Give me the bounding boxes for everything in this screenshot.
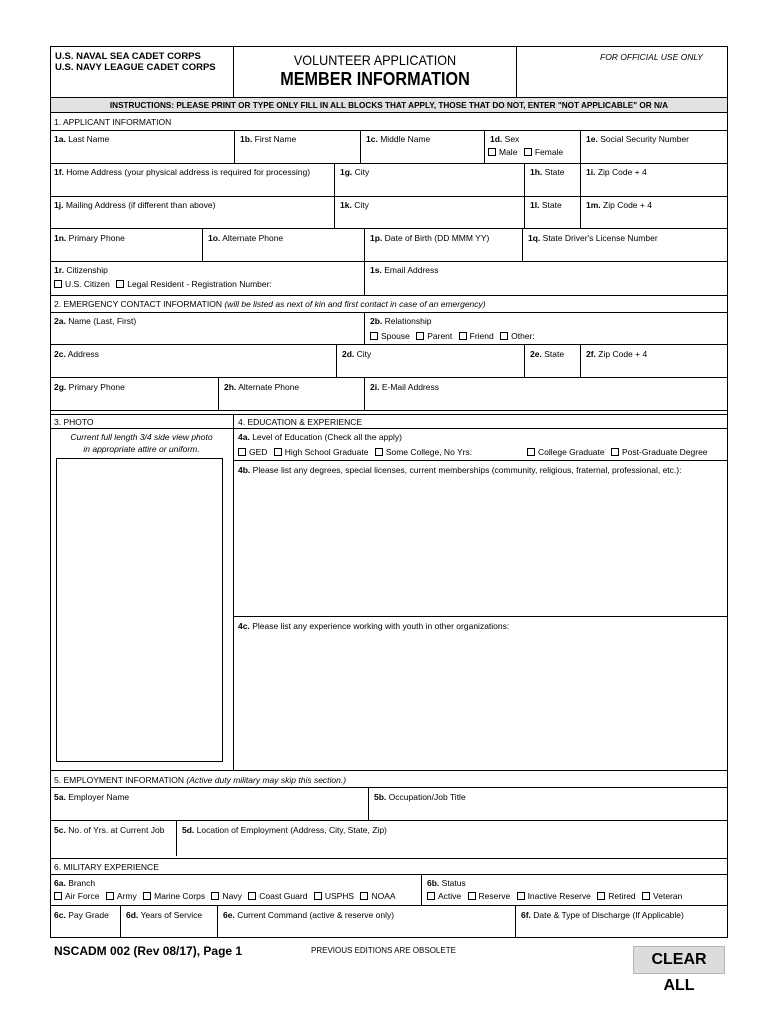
label-1e: 1e. Social Security Number <box>586 134 690 144</box>
air-force-checkbox[interactable] <box>54 892 62 900</box>
label-6d: 6d. Years of Service <box>126 910 203 920</box>
label-2h: 2h. Alternate Phone <box>224 382 300 392</box>
row-4b-bottom <box>233 616 728 617</box>
label-1j: 1j. Mailing Address (if different than above) <box>54 200 216 210</box>
org-line-2: U.S. NAVY LEAGUE CADET CORPS <box>55 62 216 73</box>
div-6a-6b <box>421 874 422 905</box>
div-1f-1g <box>334 163 335 196</box>
friend-checkbox[interactable] <box>459 332 467 340</box>
reserve-checkbox[interactable] <box>468 892 476 900</box>
label-1p: 1p. Date of Birth (DD MMM YY) <box>370 233 490 243</box>
inactive-reserve-checkbox[interactable] <box>517 892 525 900</box>
div-1j-1k <box>334 196 335 228</box>
label-2c: 2c. Address <box>54 349 99 359</box>
label-2d: 2d. City <box>342 349 372 359</box>
college-graduate-checkbox[interactable] <box>527 448 535 456</box>
label-1o: 1o. Alternate Phone <box>208 233 284 243</box>
div-2g-2h <box>218 377 219 410</box>
edu-ged-option[interactable]: GED <box>238 447 267 457</box>
edu-college-option[interactable]: College Graduate <box>527 447 605 457</box>
div-1g-1h <box>524 163 525 196</box>
row-2g-bottom <box>50 410 728 411</box>
sex-options <box>488 147 567 157</box>
noaa-checkbox[interactable] <box>360 892 368 900</box>
status-reserve-option[interactable]: Reserve <box>468 891 511 901</box>
section-3-title: 3. PHOTO <box>54 417 94 427</box>
div-1d-1e <box>580 130 581 163</box>
citizen-option[interactable]: U.S. Citizen <box>54 279 110 289</box>
label-1l: 1l. State <box>530 200 562 210</box>
row-2c-bottom <box>50 377 728 378</box>
label-2b: 2b. Relationship <box>370 316 432 326</box>
div-1p-1q <box>522 228 523 261</box>
div-1n-1o <box>202 228 203 261</box>
edu-post-option[interactable]: Post-Graduate Degree <box>611 447 708 457</box>
header-divider-right <box>516 46 517 97</box>
degrees-textarea[interactable] <box>234 477 727 616</box>
div-2h-2i <box>364 377 365 410</box>
div-5c-5d <box>176 820 177 856</box>
rel-parent-option[interactable]: Parent <box>416 331 452 341</box>
resident-option[interactable]: Legal Resident - Registration Number: <box>116 279 272 289</box>
div-1a-1b <box>234 130 235 163</box>
div-6d-6e <box>217 905 218 938</box>
s5-title-line <box>50 787 728 788</box>
label-6c: 6c. Pay Grade <box>54 910 109 920</box>
div-1o-1p <box>364 228 365 261</box>
org-line-1: U.S. NAVAL SEA CADET CORPS <box>55 51 201 62</box>
edu-hs-option[interactable]: High School Graduate <box>274 447 369 457</box>
label-2a: 2a. Name (Last, First) <box>54 316 137 326</box>
label-1h: 1h. State <box>530 167 565 177</box>
label-1a: 1a. Last Name <box>54 134 110 144</box>
relationship-options <box>370 331 539 341</box>
form-subtitle: MEMBER INFORMATION <box>280 69 470 89</box>
row-5a-bottom <box>50 820 728 821</box>
post-graduate-checkbox[interactable] <box>611 448 619 456</box>
section-6-title: 6. MILITARY EXPERIENCE <box>54 862 159 872</box>
branch-usphs-option[interactable]: USPHS <box>314 891 354 901</box>
label-6f: 6f. Date & Type of Discharge (If Applicable) <box>521 910 684 920</box>
status-active-option[interactable]: Active <box>427 891 461 901</box>
parent-checkbox[interactable] <box>416 332 424 340</box>
status-options <box>427 891 686 901</box>
rel-friend-option[interactable]: Friend <box>459 331 494 341</box>
label-1s: 1s. Email Address <box>370 265 439 275</box>
education-options-right <box>527 447 712 457</box>
header-divider-left <box>233 46 234 97</box>
label-1q: 1q. State Driver's License Number <box>528 233 658 243</box>
label-5c: 5c. No. of Yrs. at Current Job <box>54 825 165 835</box>
div-6c-6d <box>120 905 121 938</box>
label-4c: 4c. Please list any experience working with youth in other organizations: <box>238 621 510 631</box>
veteran-checkbox[interactable] <box>642 892 650 900</box>
status-retired-option[interactable]: Retired <box>597 891 635 901</box>
branch-noaa-option[interactable]: NOAA <box>360 891 395 901</box>
div-2d-2e <box>524 344 525 377</box>
retired-checkbox[interactable] <box>597 892 605 900</box>
s1-title-line <box>50 130 728 131</box>
div-1r-1s <box>364 261 365 295</box>
marine-corps-checkbox[interactable] <box>143 892 151 900</box>
official-use-label: FOR OFFICIAL USE ONLY <box>600 52 703 62</box>
label-4b: 4b. Please list any degrees, special licenses, current memberships (community, religious, fraternal, professional, etc.): <box>238 465 682 475</box>
branch-af-option[interactable]: Air Force <box>54 891 99 901</box>
photo-box[interactable] <box>56 458 223 762</box>
row-1j-bottom <box>50 228 728 229</box>
div-6e-6f <box>515 905 516 938</box>
row-1a-bottom <box>50 163 728 164</box>
label-1k: 1k. City <box>340 200 369 210</box>
section-5-title: 5. EMPLOYMENT INFORMATION (Active duty military may skip this section.) <box>54 775 347 785</box>
rel-other-option[interactable]: Other: <box>500 331 535 341</box>
branch-cg-option[interactable]: Coast Guard <box>248 891 307 901</box>
branch-options <box>54 891 400 901</box>
coast-guard-checkbox[interactable] <box>248 892 256 900</box>
photo-note-1: Current full length 3/4 side view photo <box>70 432 213 442</box>
spouse-checkbox[interactable] <box>370 332 378 340</box>
hs-graduate-checkbox[interactable] <box>274 448 282 456</box>
branch-army-option[interactable]: Army <box>106 891 137 901</box>
s3-top-line <box>50 414 728 415</box>
label-1i: 1i. Zip Code + 4 <box>586 167 647 177</box>
form-id: NSCADM 002 (Rev 08/17), Page 1 <box>54 944 243 958</box>
obsolete-notice: PREVIOUS EDITIONS ARE OBSOLETE <box>311 946 456 955</box>
section-2-title: 2. EMERGENCY CONTACT INFORMATION (will be listed as next of kin and first contact in case of an emergency) <box>54 299 486 309</box>
label-1b: 1b. First Name <box>240 134 297 144</box>
label-2f: 2f. Zip Code + 4 <box>586 349 648 359</box>
instructions-bar: INSTRUCTIONS: PLEASE PRINT OR TYPE ONLY FILL IN ALL BLOCKS THAT APPLY, THOSE THAT DO NOT, ENTER "NOT APPLICABLE" OR N/A <box>51 97 727 113</box>
status-veteran-option[interactable]: Veteran <box>642 891 682 901</box>
ged-checkbox[interactable] <box>238 448 246 456</box>
div-1k-1l <box>524 196 525 228</box>
photo-note-2: in appropriate attire or uniform. <box>83 444 200 454</box>
label-5a: 5a. Employer Name <box>54 792 130 802</box>
army-checkbox[interactable] <box>106 892 114 900</box>
youth-experience-textarea[interactable] <box>234 633 727 769</box>
div-1b-1c <box>360 130 361 163</box>
branch-mc-option[interactable]: Marine Corps <box>143 891 205 901</box>
clear-all-button[interactable]: CLEAR ALL <box>633 946 725 974</box>
row-6a-bottom <box>50 905 728 906</box>
s3-title-line <box>50 428 233 429</box>
edu-some-option[interactable]: Some College, No Yrs: <box>375 447 472 457</box>
div-1c-1d <box>484 130 485 163</box>
some-college-checkbox[interactable] <box>375 448 383 456</box>
citizenship-options <box>54 279 276 289</box>
rel-spouse-option[interactable]: Spouse <box>370 331 410 341</box>
s5-top-line <box>50 770 728 771</box>
label-1c: 1c. Middle Name <box>366 134 431 144</box>
education-options-left <box>238 447 476 457</box>
legal-resident-checkbox[interactable] <box>116 280 124 288</box>
div-2e-2f <box>580 344 581 377</box>
label-2i: 2i. E-Mail Address <box>370 382 439 392</box>
label-2e: 2e. State <box>530 349 565 359</box>
label-1g: 1g. City <box>340 167 370 177</box>
label-4a: 4a. Level of Education (Check all the apply) <box>238 432 402 442</box>
label-6a: 6a. Branch <box>54 878 96 888</box>
row-1r-bottom <box>50 295 728 296</box>
usphs-checkbox[interactable] <box>314 892 322 900</box>
label-1m: 1m. Zip Code + 4 <box>586 200 652 210</box>
label-1d: 1d. Sex <box>490 134 520 144</box>
branch-navy-option[interactable]: Navy <box>211 891 241 901</box>
s2-title-line <box>50 312 728 313</box>
label-5d: 5d. Location of Employment (Address, City, State, Zip) <box>182 825 387 835</box>
div-2a-2b <box>364 312 365 344</box>
label-1r: 1r. Citizenship <box>54 265 108 275</box>
label-6e: 6e. Current Command (active & reserve only) <box>223 910 395 920</box>
section-4-title: 4. EDUCATION & EXPERIENCE <box>238 417 363 427</box>
div-2c-2d <box>336 344 337 377</box>
label-1n: 1n. Primary Phone <box>54 233 125 243</box>
label-5b: 5b. Occupation/Job Title <box>374 792 466 802</box>
section-1-title: 1. APPLICANT INFORMATION <box>54 117 172 127</box>
sex-male-checkbox[interactable] <box>488 148 496 156</box>
s4-title-line <box>233 428 728 429</box>
label-6b: 6b. Status <box>427 878 466 888</box>
div-1h-1i <box>580 163 581 196</box>
sex-female-option[interactable]: Female <box>524 147 563 157</box>
status-inactive-option[interactable]: Inactive Reserve <box>517 891 591 901</box>
label-2g: 2g. Primary Phone <box>54 382 125 392</box>
other-checkbox[interactable] <box>500 332 508 340</box>
div-1l-1m <box>580 196 581 228</box>
us-citizen-checkbox[interactable] <box>54 280 62 288</box>
sex-female-checkbox[interactable] <box>524 148 532 156</box>
label-1f: 1f. Home Address (your physical address is required for processing) <box>54 167 311 177</box>
s6-title-line <box>50 874 728 875</box>
navy-checkbox[interactable] <box>211 892 219 900</box>
row-1n-bottom <box>50 261 728 262</box>
div-5a-5b <box>368 787 369 820</box>
row-2a-bottom <box>50 344 728 345</box>
active-checkbox[interactable] <box>427 892 435 900</box>
s6-top-line <box>50 858 728 859</box>
form-title: VOLUNTEER APPLICATION <box>293 52 457 68</box>
row-1f-bottom <box>50 196 728 197</box>
sex-male-option[interactable]: Male <box>488 147 517 157</box>
row-4a-bottom <box>233 460 728 461</box>
